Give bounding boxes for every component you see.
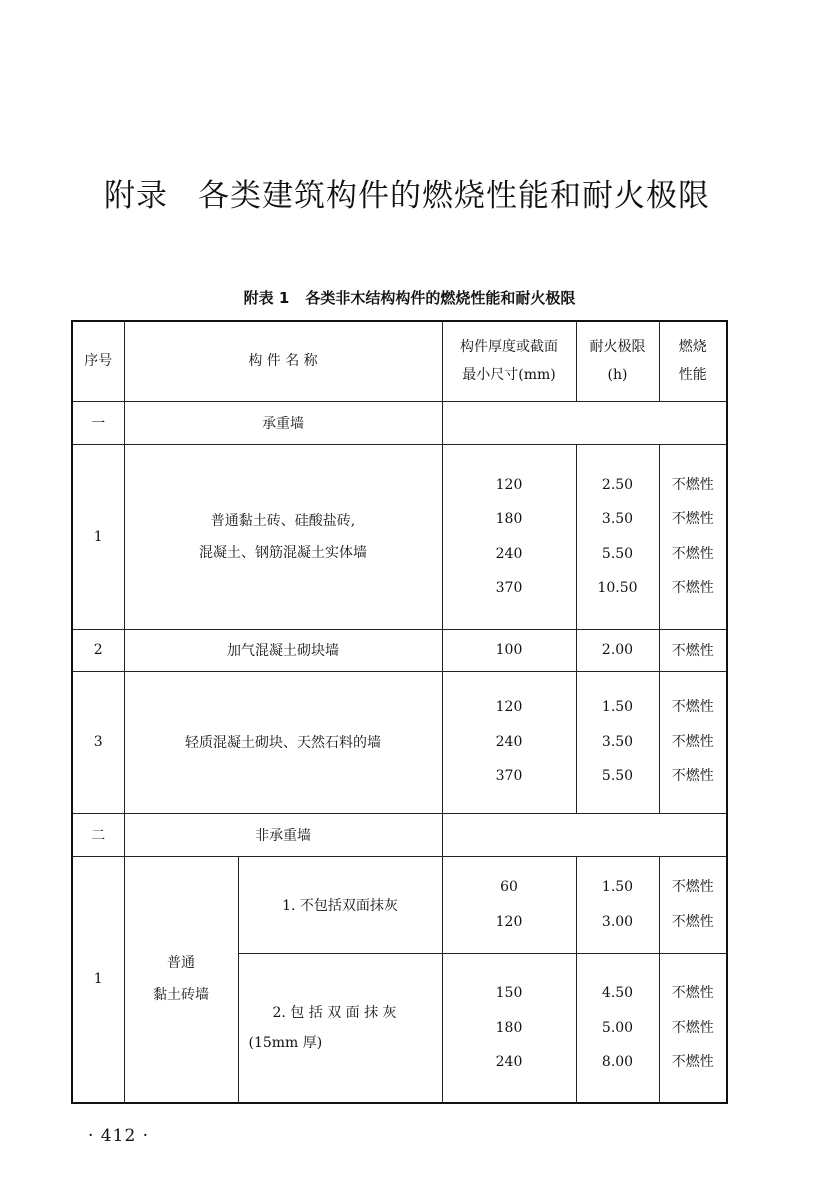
thickness-value: 370 [495, 768, 523, 785]
limit-value: 1.50 [601, 879, 634, 895]
limit-value: 8.00 [601, 1054, 634, 1070]
thickness-value: 120 [495, 699, 523, 716]
row-seq: 2 [72, 629, 124, 671]
section-name: 非承重墙 [124, 813, 442, 856]
row-group-name [124, 856, 238, 1103]
burn-value: 不燃性 [671, 476, 714, 493]
table-row [72, 444, 727, 629]
limit-value: 4.50 [601, 985, 634, 1001]
table-caption-label: 附表 1 [243, 289, 290, 307]
burn-value: 不燃性 [671, 580, 714, 596]
limit-value: 2.00 [576, 629, 659, 671]
subitem-label: 1. 不包括双面抹灰 [238, 856, 442, 953]
table-row [72, 671, 727, 813]
subitem-label-line2: (15mm 厚) [248, 1034, 323, 1051]
table-row [72, 629, 727, 671]
row-limit [576, 856, 659, 953]
table-caption-text: 各类非木结构构件的燃烧性能和耐火极限 [305, 289, 576, 307]
limit-value: 1.50 [601, 699, 634, 716]
section-row-load-bearing [72, 401, 727, 444]
limit-value: 5.50 [601, 545, 634, 562]
section-name: 承重墙 [124, 401, 442, 444]
header-thickness-line2: 最小尺寸(mm) [462, 367, 556, 384]
thickness-value: 370 [495, 580, 523, 596]
page-title-text: 各类建筑构件的燃烧性能和耐火极限 [198, 178, 710, 214]
table-row [72, 856, 727, 953]
header-burn-line1: 燃烧 [678, 339, 707, 356]
header-burn-line2: 性能 [678, 367, 707, 384]
header-name: 构 件 名 称 [124, 321, 442, 401]
limit-value: 10.50 [597, 580, 638, 596]
burn-value: 不燃性 [671, 733, 714, 750]
row-burn [659, 856, 727, 953]
row-name: 加气混凝土砌块墙 [124, 629, 442, 671]
thickness-value: 150 [495, 985, 523, 1001]
burn-value: 不燃性 [659, 629, 727, 671]
limit-value: 5.50 [601, 768, 634, 785]
burn-value: 不燃性 [671, 511, 714, 527]
fire-resistance-table [71, 320, 728, 1104]
table-header-row [72, 321, 727, 401]
thickness-value: 100 [442, 629, 576, 671]
row-thickness [442, 856, 576, 953]
section-row-non-load-bearing [72, 813, 727, 856]
thickness-value: 60 [500, 879, 518, 895]
limit-value: 3.50 [601, 511, 634, 527]
limit-value: 3.00 [601, 913, 634, 930]
burn-value: 不燃性 [671, 699, 714, 716]
thickness-value: 120 [495, 913, 523, 930]
row-seq: 1 [72, 444, 124, 629]
limit-value: 5.00 [601, 1019, 634, 1036]
row-burn [659, 444, 727, 629]
limit-value: 2.50 [601, 476, 634, 493]
row-thickness [442, 671, 576, 813]
burn-value: 不燃性 [671, 913, 714, 930]
burn-value: 不燃性 [671, 985, 714, 1001]
row-limit [576, 444, 659, 629]
row-seq: 1 [72, 856, 124, 1103]
header-limit [576, 321, 659, 401]
row-limit [576, 953, 659, 1103]
header-thickness-line1: 构件厚度或截面 [460, 339, 559, 356]
thickness-value: 240 [495, 545, 523, 562]
header-limit-line1: 耐火极限 [589, 339, 646, 356]
page-number: · 412 · [88, 1126, 150, 1146]
thickness-value: 180 [495, 511, 523, 527]
burn-value: 不燃性 [671, 1054, 714, 1070]
burn-value: 不燃性 [671, 545, 714, 562]
section-seq: 一 [72, 401, 124, 444]
row-name-line1: 普通黏土砖、硅酸盐砖, [210, 512, 356, 529]
header-seq: 序号 [72, 321, 124, 401]
row-name: 轻质混凝土砌块、天然石料的墙 [124, 671, 442, 813]
thickness-value: 240 [495, 733, 523, 750]
header-thickness [442, 321, 576, 401]
section-seq: 二 [72, 813, 124, 856]
row-seq: 3 [72, 671, 124, 813]
row-limit [576, 671, 659, 813]
thickness-value: 240 [495, 1054, 523, 1070]
row-burn [659, 671, 727, 813]
row-thickness [442, 444, 576, 629]
subitem-label-line1: 2. 包 括 双 面 抹 灰 [272, 1004, 397, 1021]
burn-value: 不燃性 [671, 768, 714, 785]
page-title-prefix: 附录 [104, 178, 168, 214]
row-name [124, 444, 442, 629]
header-burn [659, 321, 727, 401]
row-name-line2: 混凝土、钢筋混凝土实体墙 [199, 544, 367, 561]
thickness-value: 120 [495, 476, 523, 493]
row-thickness [442, 953, 576, 1103]
burn-value: 不燃性 [671, 1019, 714, 1036]
row-group-line2: 黏土砖墙 [153, 987, 209, 1004]
thickness-value: 180 [495, 1019, 523, 1036]
burn-value: 不燃性 [671, 879, 714, 895]
row-burn [659, 953, 727, 1103]
table-caption [0, 287, 819, 308]
limit-value: 3.50 [601, 733, 634, 750]
row-group-line1: 普通 [167, 955, 195, 972]
header-limit-line2: (h) [607, 367, 628, 384]
page-title [104, 170, 710, 215]
subitem-label [238, 953, 442, 1103]
